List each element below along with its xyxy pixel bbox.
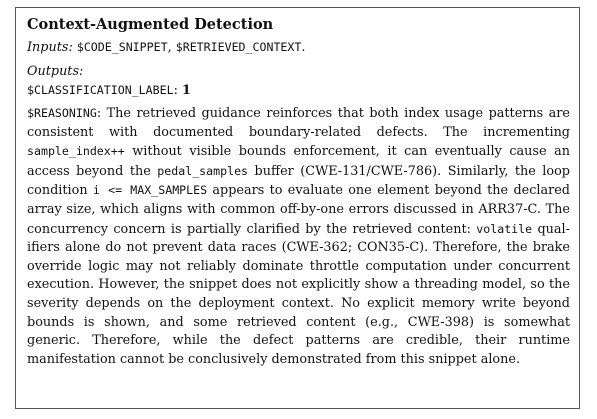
inputs-label: Inputs: (27, 40, 73, 55)
reasoning-sep: : (96, 106, 107, 121)
code-sample-index: sample_index++ (27, 144, 125, 159)
reasoning-text-4: appears to evaluate one element beyond the declared array size, which aligns with common off-by-one errors discussed in ARR37-C. The concurrency concern is partially clarified by the retrieved content: (27, 183, 570, 237)
reasoning-text-5: qualifiers alone do not prevent data races (CWE-362; CON35-C). Therefore, the brake override logic may not reliably dominate throttle computation under concurrent execution. However, the snippet does not explicitly show a threading model, so the severity depends on the deployment context. No explicit memory write beyond bounds is shown, and some retrieved content (e.g., CWE-398) is somewhat generic. Therefore, while the defect patterns are credible, their runtime manifestation cannot be conclusively demonstrated from this snippet alone. (27, 221, 570, 367)
inputs-suffix: . (301, 40, 306, 55)
classification-label-var: $CLASSIFICATION_LABEL (27, 83, 174, 97)
reasoning-text-3: buffer (CWE-131/CWE-786). Similarly, the loop condition (27, 163, 570, 199)
retrieved-context-var: $RETRIEVED_CONTEXT (175, 40, 302, 54)
classification-label-value: 1 (181, 83, 191, 98)
reasoning-var: $REASONING (27, 106, 97, 120)
context-augmented-detection-box (15, 7, 580, 409)
reasoning-text-2: without visible bounds enforcement, it can eventually cause an access beyond the (27, 144, 570, 179)
code-snippet-var: $CODE_SNIPPET (76, 40, 168, 54)
inputs-separator: , (167, 40, 176, 55)
box-title: Context-Augmented Detection (27, 16, 274, 33)
classification-label-line (27, 81, 570, 100)
code-volatile: volatile (476, 221, 533, 236)
reasoning-text-1: The retrieved guidance reinforces that both index usage patterns are consistent with documented boundary-related defects. The incrementing (27, 106, 570, 140)
reasoning-paragraph (27, 104, 570, 369)
classification-label-sep: : (173, 83, 182, 98)
code-pedal-samples: pedal_samples (157, 163, 249, 178)
code-loop-condition: i <= MAX_SAMPLES (92, 183, 208, 198)
outputs-heading: Outputs: (27, 64, 84, 79)
inputs-line (27, 38, 570, 57)
